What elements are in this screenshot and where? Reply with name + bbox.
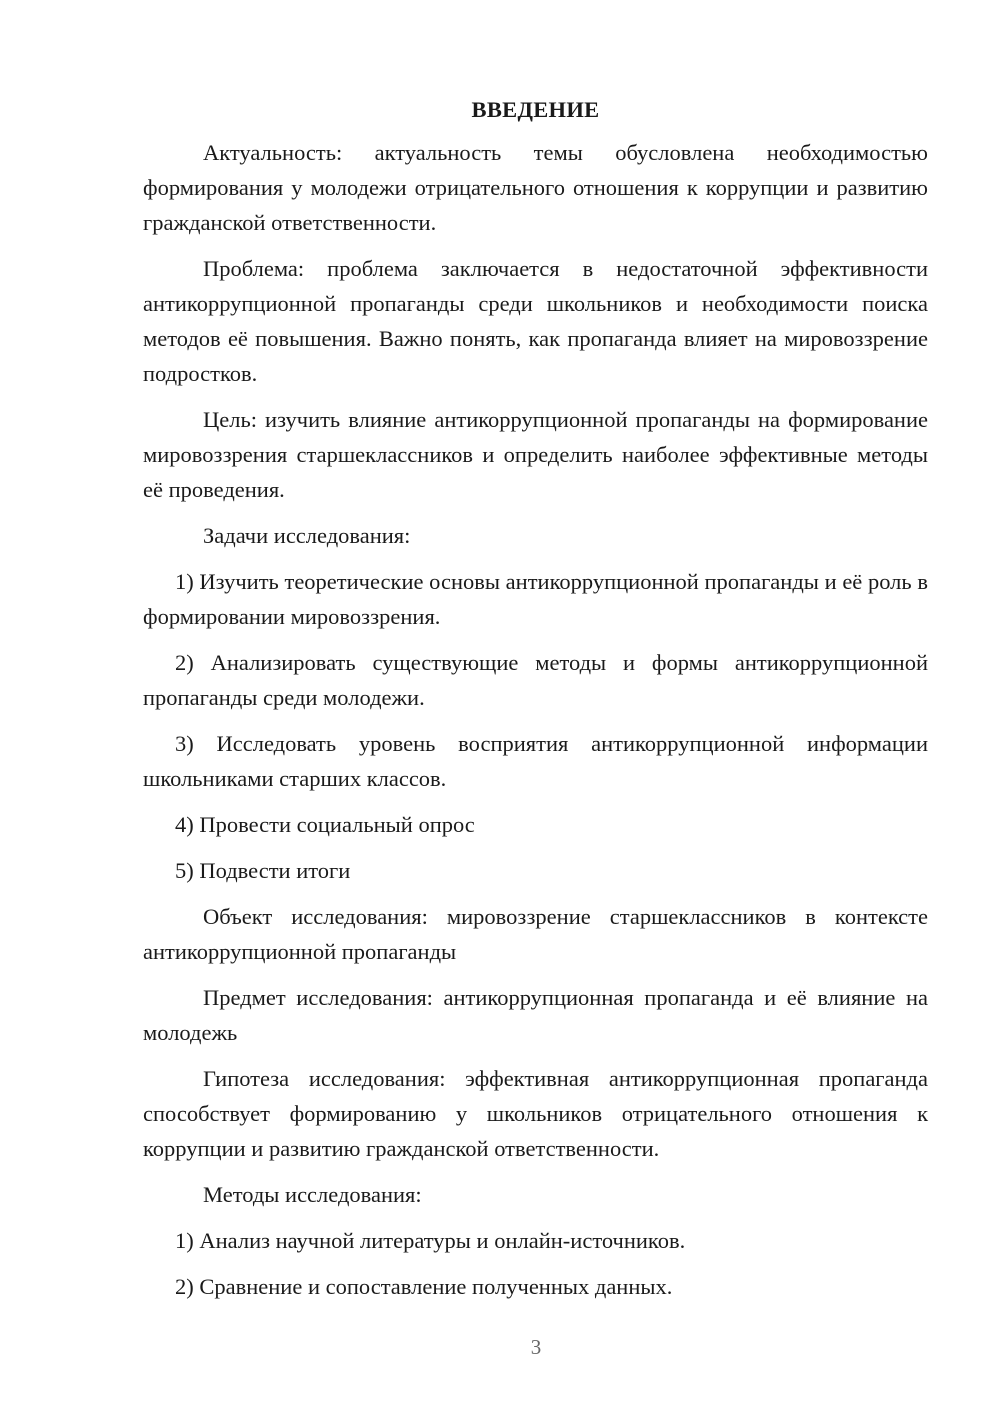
object-paragraph: Объект исследования: мировоззрение старшеклассников в контексте антикоррупционной пропаганды — [143, 904, 928, 964]
task-item: 4) Провести социальный опрос — [175, 812, 475, 837]
task-item: 2) Анализировать существующие методы и формы антикоррупционной пропаганды среди молодежи. — [143, 650, 928, 710]
task-item: 3) Исследовать уровень восприятия антикоррупционной информации школьниками старших классов. — [143, 731, 928, 791]
task-item: 1) Изучить теоретические основы антикоррупционной пропаганды и её роль в формировании мировоззрения. — [143, 569, 928, 629]
tasks-heading: Задачи исследования: — [203, 523, 411, 548]
methods-heading: Методы исследования: — [203, 1182, 422, 1207]
goal-paragraph: Цель: изучить влияние антикоррупционной пропаганды на формирование мировоззрения старшеклассников и определить наиболее эффективные методы её проведения. — [143, 407, 928, 502]
subject-paragraph: Предмет исследования: антикоррупционная пропаганда и её влияние на молодежь — [143, 985, 928, 1045]
hypothesis-paragraph: Гипотеза исследования: эффективная антикоррупционная пропаганда способствует формированию у школьников отрицательного отношения к коррупции и развитию гражданской ответственности. — [143, 1066, 928, 1161]
page-number: 3 — [530, 1335, 542, 1359]
relevance-paragraph: Актуальность: актуальность темы обусловлена необходимостью формирования у молодежи отрицательного отношения к коррупции и развитию гражданской ответственности. — [143, 140, 928, 235]
task-item: 5) Подвести итоги — [175, 858, 351, 883]
method-item: 2) Сравнение и сопоставление полученных данных. — [175, 1274, 673, 1299]
problem-paragraph: Проблема: проблема заключается в недостаточной эффективности антикоррупционной пропаганды среди школьников и необходимости поиска методов её повышения. Важно понять, как пропаганда влияет на мировоззрение подростков. — [143, 256, 928, 386]
method-item: 1) Анализ научной литературы и онлайн-источников. — [175, 1228, 686, 1253]
page-content — [143, 92, 928, 1315]
page-title: ВВЕДЕНИЕ — [471, 97, 600, 122]
